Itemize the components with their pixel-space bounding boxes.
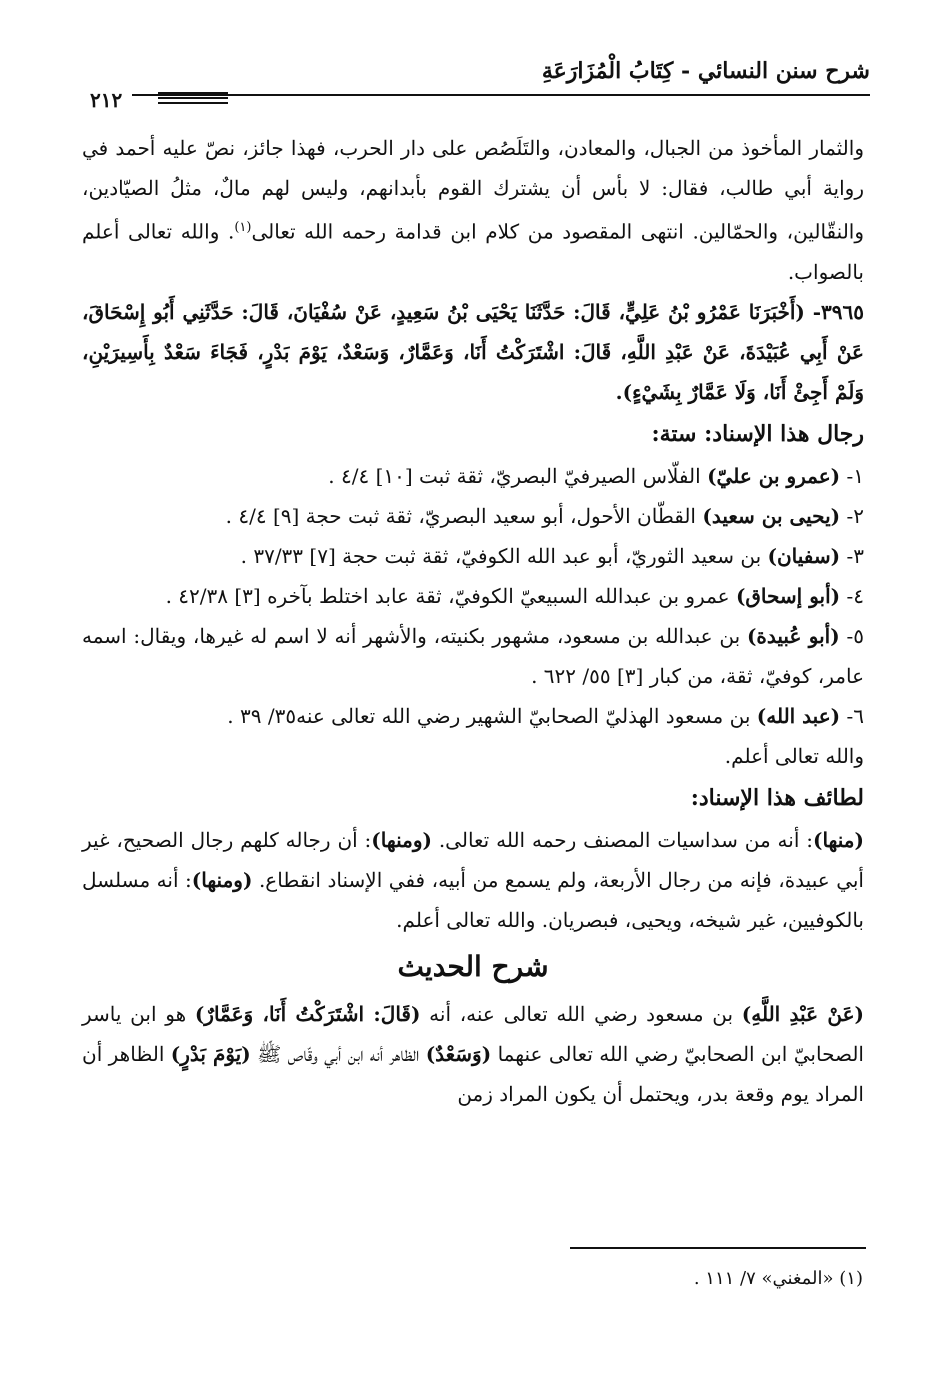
- list-item: [82, 616, 864, 696]
- narrator-name: (عمرو بن عليّ): [707, 463, 841, 488]
- hadith-text: ٣٩٦٥- (أَخْبَرَنَا عَمْرُو بْنُ عَلِيٍّ، قَالَ: حَدَّثَنَا يَحْيَى بْنُ سَعِيدٍ، عَنْ سُفْيَانَ، قَالَ: حَدَّثَنِي أَبُو إِسْحَاقَ، عَنْ أَبِي عُبَيْدَةَ، عَنْ عَبْدِ اللَّهِ، قَالَ: اشْتَرَكْتُ أَنَا، وَعَمَّارٌ، وَسَعْدٌ، يَوْمَ بَدْرٍ، فَجَاءَ سَعْدٌ بِأَسِيرَيْنِ، وَلَمْ أَجِئْ أَنَا، وَلَا عَمَّارٌ بِشَيْءٍ).: [82, 299, 864, 404]
- footnote-marker: (١): [234, 220, 252, 235]
- point-text: : أنه من سداسيات المصنف رحمه الله تعالى.: [431, 827, 813, 852]
- page-header: [80, 58, 870, 112]
- narrator-desc: بن مسعود الهذليّ الصحابيّ الشهير رضي الله تعالى عنه٣٥/ ٣٩ .: [227, 703, 757, 728]
- list-item: [82, 496, 864, 536]
- explanation-paragraph: [82, 994, 864, 1114]
- narrator-name: (سفيان): [767, 543, 841, 568]
- narrator-name: (يحيى بن سعيد): [702, 503, 841, 528]
- narrator-name: (أبو إسحاق): [735, 583, 841, 608]
- item-number: ٤-: [840, 583, 864, 608]
- subtleties-heading: لطائف هذا الإسناد:: [690, 784, 864, 811]
- subtleties-paragraph: [82, 820, 864, 940]
- intro-closing: . والله تعالى أعلم بالصواب.: [82, 219, 864, 284]
- page-number-rules: [158, 92, 228, 107]
- footnote-rule: [570, 1247, 866, 1249]
- narrator-desc: بن سعيد الثوريّ، أبو عبد الله الكوفيّ، ثقة ثبت حجة [٧] ٣٧/٣٣ .: [240, 543, 768, 568]
- commentary-text: الظاهر أن المراد يوم وقعة بدر، ويحتمل أن يكون المراد زمن: [82, 1041, 864, 1106]
- commentary-text: هو ابن ياسر الصحابيّ ابن الصحابيّ رضي الله تعالى عنهما: [82, 1001, 864, 1066]
- commentary-text: الظاهر أنه ابن أبي وقّاص ﷺ: [250, 1041, 426, 1066]
- quoted-phrase: (عَنْ عَبْدِ اللَّهِ): [741, 1001, 864, 1026]
- quoted-phrase: (يَوْمَ بَدْرٍ): [170, 1041, 251, 1066]
- page-number: ٢١٢: [80, 88, 132, 112]
- narrator-desc: القطّان الأحول، أبو سعيد البصريّ، ثقة ثبت حجة [٩] ٤/٤ .: [225, 503, 703, 528]
- point-label: (ومنها): [191, 867, 253, 892]
- explanation-heading: شرح الحديث: [397, 949, 549, 983]
- narrator-desc: الفلّاس الصيرفيّ البصريّ، ثقة ثبت [١٠] ٤/٤ .: [328, 463, 708, 488]
- item-number: ٢-: [840, 503, 864, 528]
- narrator-name: (عبد الله): [756, 703, 841, 728]
- running-title: شرح سنن النسائي - كِتَابُ الْمُزَارَعَةِ: [541, 58, 870, 84]
- narrators-list: [82, 456, 864, 776]
- point-label: (ومنها): [371, 827, 432, 852]
- list-item: [82, 536, 864, 576]
- quoted-phrase: (قَالَ: اشْتَرَكْتُ أَنَا، وَعَمَّارٌ): [194, 1001, 421, 1026]
- list-item: [82, 696, 864, 736]
- narrator-desc: عمرو بن عبدالله السبيعيّ الكوفيّ، ثقة عابد اختلط بآخره [٣] ٤٢/٣٨ .: [165, 583, 736, 608]
- point-label: (منها): [813, 827, 864, 852]
- quoted-phrase: (وَسَعْدٌ): [425, 1041, 492, 1066]
- narrator-desc: بن عبدالله بن مسعود، مشهور بكنيته، والأشهر أنه لا اسم له غيرها، ويقال: اسمه عامر، كوفيّ، ثقة، من كبار [٣] ٥٥/ ٦٢٢ .: [82, 623, 864, 688]
- intro-paragraph: [82, 128, 864, 292]
- item-number: ٥-: [839, 623, 865, 648]
- footnote: (١) «المغني» ٧/ ١١١ .: [693, 1268, 863, 1289]
- narrators-closing: والله تعالى أعلم.: [724, 743, 864, 768]
- point-text: : أنه مسلسل بالكوفيين، غير شيخه، ويحيى، فبصريان. والله تعالى أعلم.: [82, 867, 864, 932]
- item-number: ٣-: [840, 543, 864, 568]
- point-text: : أن رجاله كلهم رجال الصحيح، غير أبي عبيدة، فإنه من رجال الأربعة، ولم يسمع من أبيه، ففي الإسناد انقطاع.: [82, 827, 864, 892]
- item-number: ١-: [840, 463, 864, 488]
- intro-text: والثمار المأخوذ من الجبال، والمعادن، والتَلَصُص على دار الحرب، فهذا جائز، نصّ عليه أحمد في رواية أبي طالب، فقال: لا بأس أن يشترك القوم بأبدانهم، وليس لهم مالٌ، مثلُ الصيّادين، والنقّالين، والحمّالين. انتهى المقصود من كلام ابن قدامة رحمه الله تعالى: [82, 136, 864, 244]
- narrators-heading: رجال هذا الإسناد: ستة:: [651, 420, 864, 447]
- item-number: ٦-: [840, 703, 864, 728]
- list-item: [82, 456, 864, 496]
- main-text: [82, 128, 864, 1114]
- list-item: [82, 576, 864, 616]
- narrator-name: (أبو عُبيدة): [746, 623, 840, 648]
- commentary-text: بن مسعود رضي الله تعالى عنه، أنه: [420, 1001, 742, 1026]
